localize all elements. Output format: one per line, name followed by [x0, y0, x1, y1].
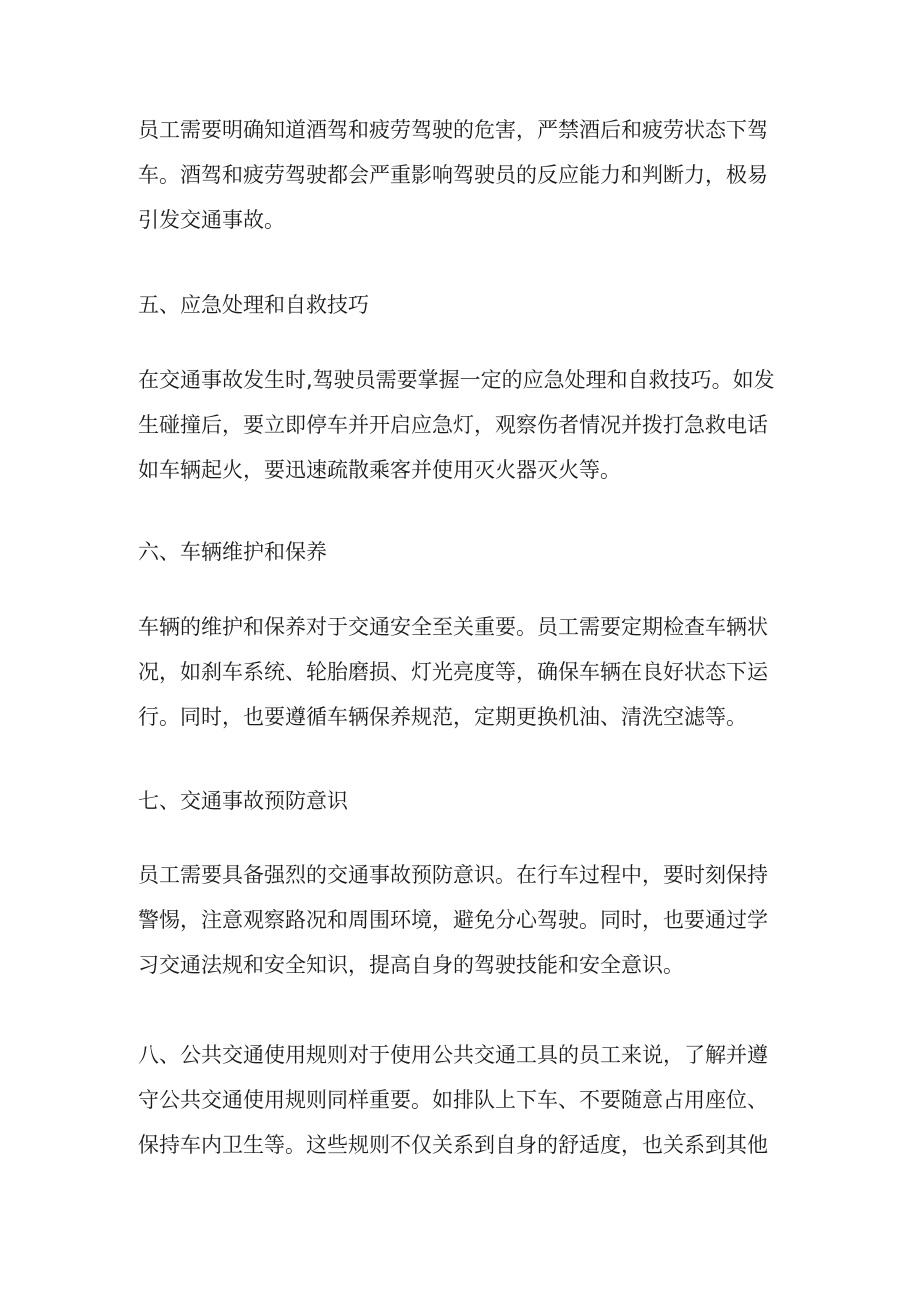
paragraph-line: 车辆的维护和保养对于交通安全至关重要。员工需要定期检查车辆状 [138, 615, 768, 639]
paragraph-line: 况，如刹车系统、轮胎磨损、灯光亮度等，确保车辆在良好状态下运 [138, 660, 768, 684]
paragraph-line: 守公共交通使用规则同样重要。如排队上下车、不要随意占用座位、 [138, 1088, 768, 1112]
paragraph-emergency [138, 358, 784, 493]
paragraph-line: 员工需要明确知道酒驾和疲劳驾驶的危害，严禁酒后和疲劳状态下驾 [138, 118, 768, 142]
paragraph-line: 在交通事故发生时,驾驶员需要掌握一定的应急处理和自救技巧。如发 [138, 368, 775, 392]
section-heading-emergency: 五、应急处理和自救技巧 [138, 293, 369, 317]
section-heading-vehicle-maintenance: 六、车辆维护和保养 [138, 540, 327, 564]
paragraph-line: 保持车内卫生等。这些规则不仅关系到自身的舒适度，也关系到其他 [138, 1133, 768, 1157]
paragraph-line: 引发交通事故。 [138, 208, 285, 232]
paragraph-public-transport-rules [138, 1033, 784, 1168]
paragraph-line: 车。酒驾和疲劳驾驶都会严重影响驾驶员的反应能力和判断力，极易 [138, 163, 768, 187]
paragraph-line: 行。同时，也要遵循车辆保养规范，定期更换机油、清洗空滤等。 [138, 705, 747, 729]
paragraph-line: 生碰撞后，要立即停车并开启应急灯，观察伤者情况并拨打急救电话 [138, 413, 768, 437]
paragraph-drunk-fatigue-driving [138, 108, 784, 243]
paragraph-line: 习交通法规和安全知识，提高自身的驾驶技能和安全意识。 [138, 953, 684, 977]
paragraph-vehicle-maintenance [138, 605, 784, 740]
section-heading-accident-prevention: 七、交通事故预防意识 [138, 789, 348, 813]
paragraph-line: 八、公共交通使用规则对于使用公共交通工具的员工来说，了解并遵 [138, 1043, 768, 1067]
paragraph-line: 警惕，注意观察路况和周围环境，避免分心驾驶。同时，也要通过学 [138, 908, 768, 932]
paragraph-accident-prevention [138, 853, 784, 988]
paragraph-line: 如车辆起火，要迅速疏散乘客并使用灭火器灭火等。 [138, 458, 621, 482]
paragraph-line: 员工需要具备强烈的交通事故预防意识。在行车过程中，要时刻保持 [138, 863, 768, 887]
